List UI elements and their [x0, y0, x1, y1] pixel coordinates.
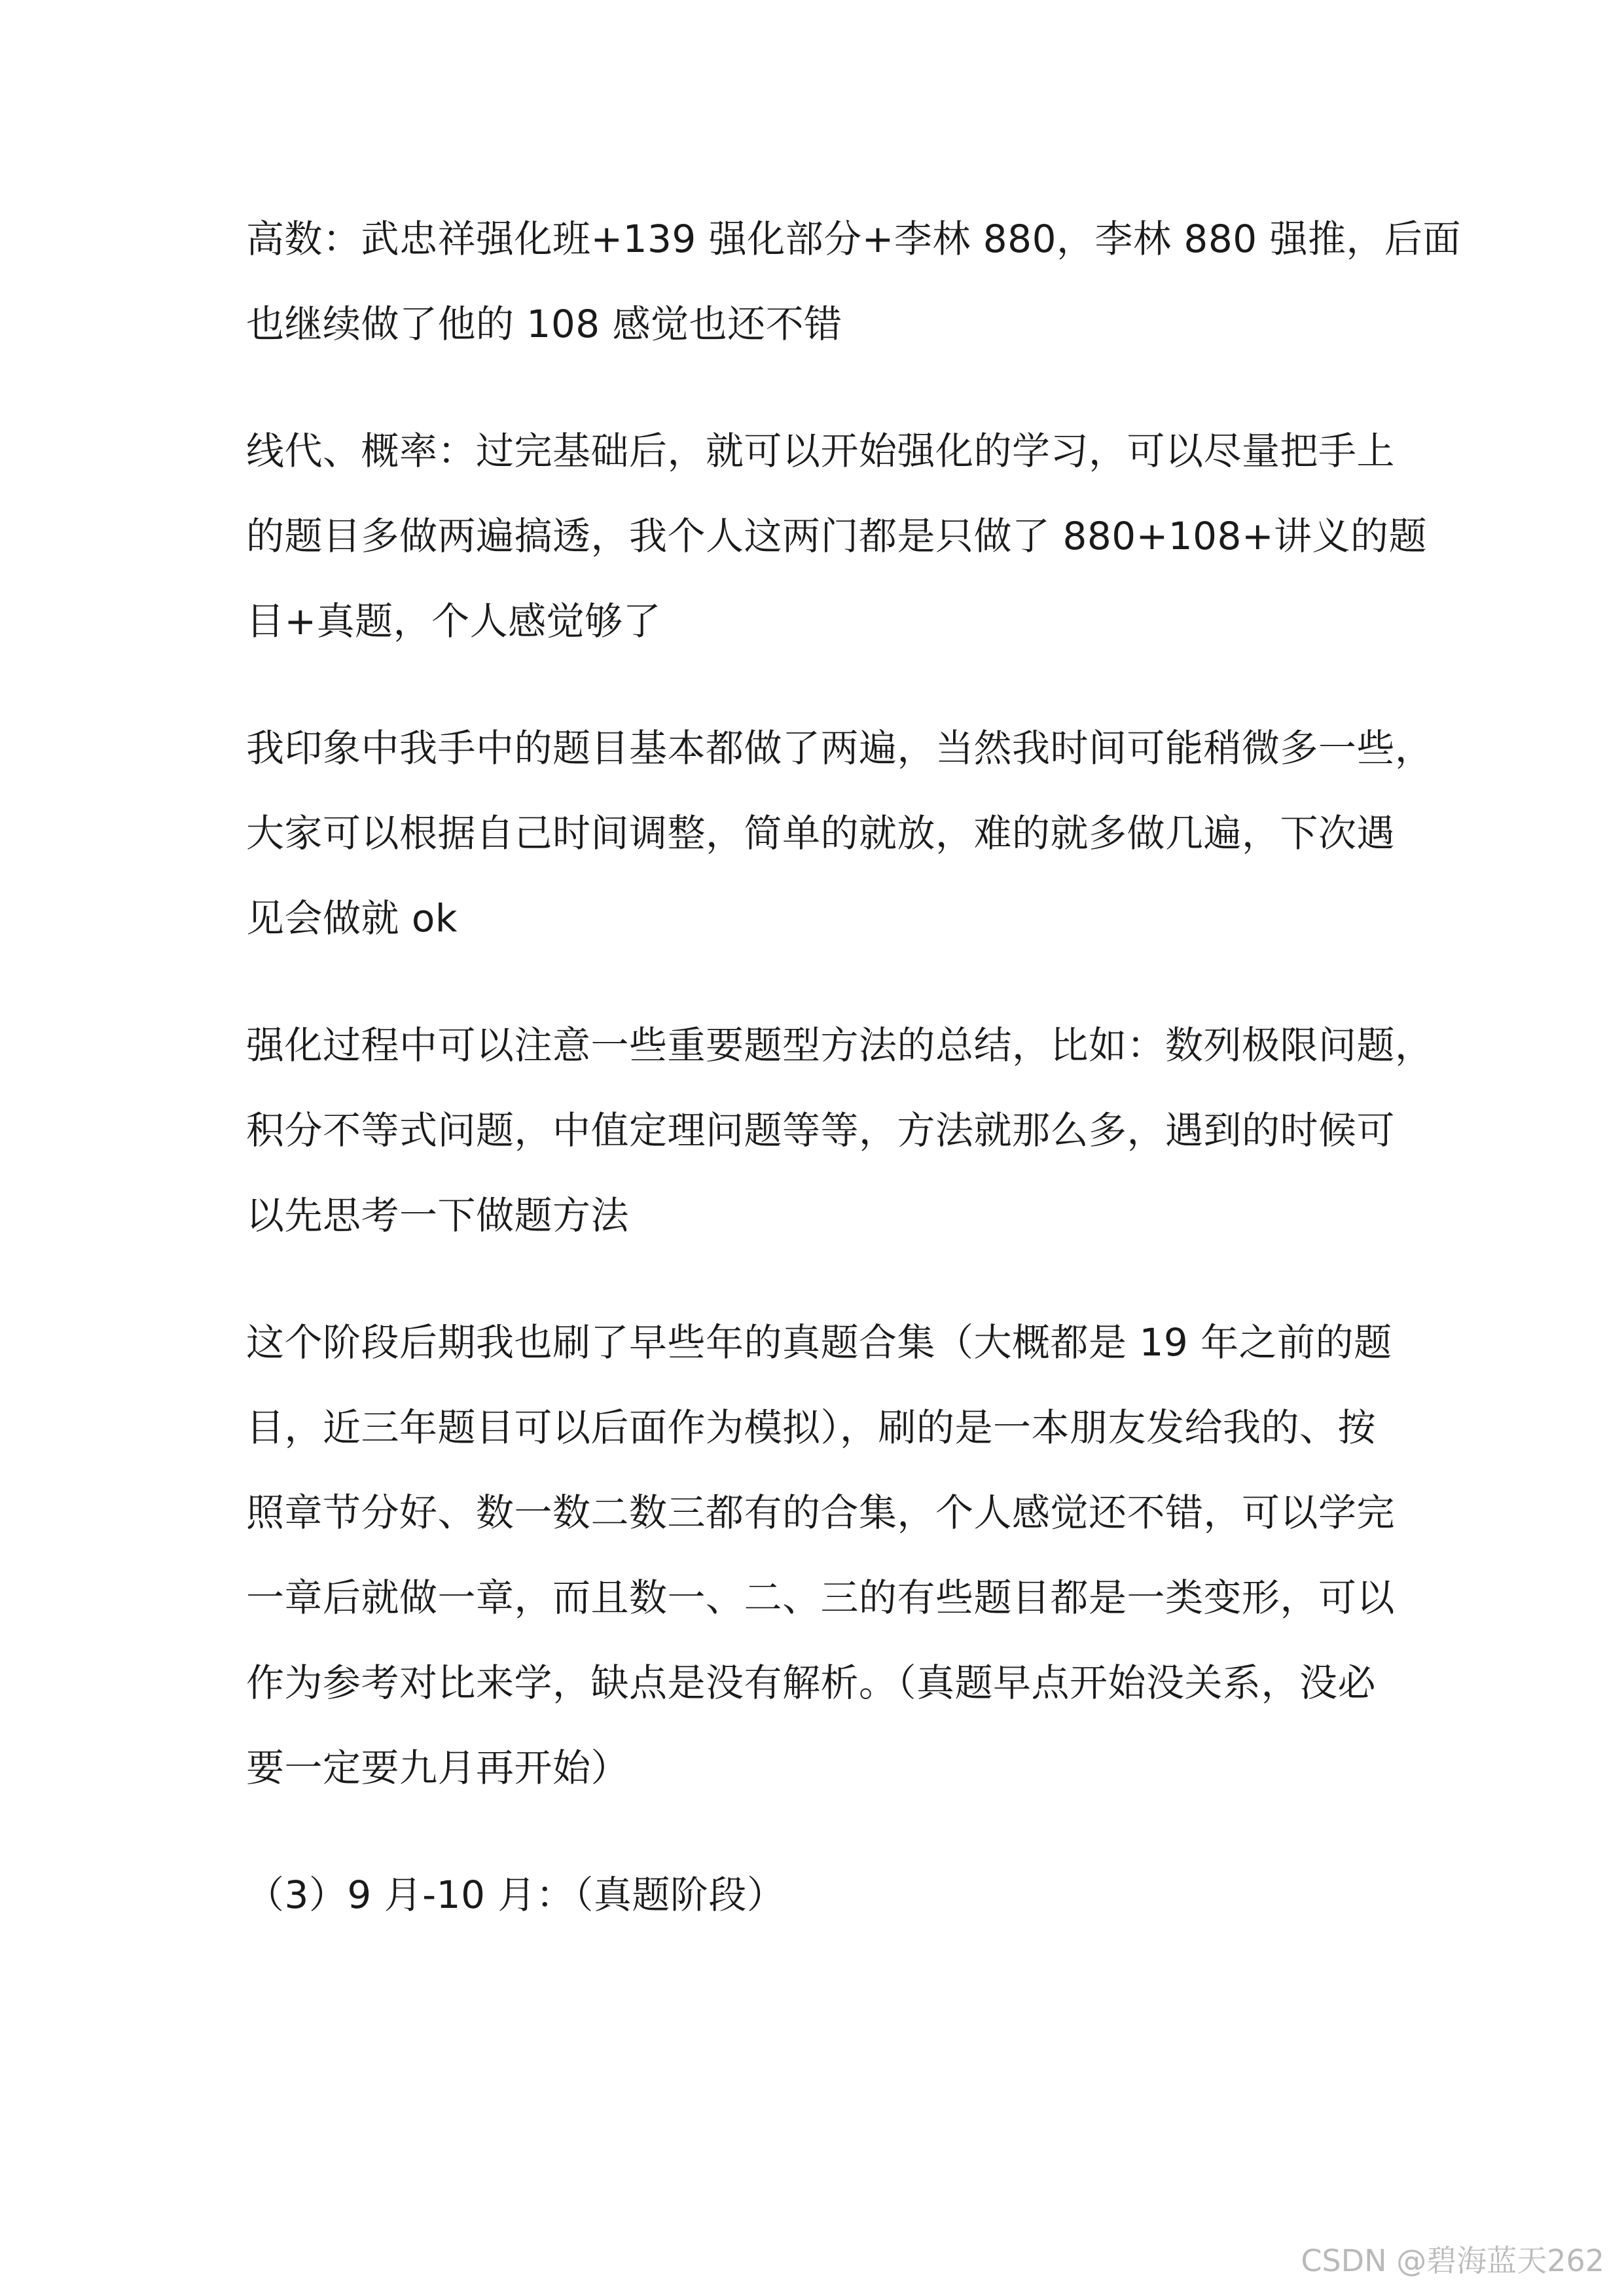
text-line: 照章节分好、数一数二数三都有的合集，个人感觉还不错，可以学完	[246, 1490, 1396, 1535]
text-line: 积分不等式问题，中值定理问题等等，方法就那么多，遇到的时候可	[246, 1108, 1396, 1153]
paragraph-math	[246, 196, 1462, 367]
paragraph-practice-twice	[246, 706, 1434, 961]
text-line: 目，近三年题目可以后面作为模拟），刷的是一本朋友发给我的、按	[246, 1405, 1377, 1450]
paragraph-past-exams	[246, 1300, 1396, 1810]
text-line: 我印象中我手中的题目基本都做了两遍，当然我时间可能稍微多一些，	[246, 726, 1434, 770]
text-line: 大家可以根据自己时间调整，简单的就放，难的就多做几遍，下次遇	[246, 811, 1396, 855]
text-line: 目+真题，个人感觉够了	[246, 599, 662, 643]
text-line: 作为参考对比来学，缺点是没有解析。（真题早点开始没关系，没必	[246, 1660, 1377, 1705]
section-heading	[246, 1852, 1385, 1937]
csdn-watermark: CSDN @碧海蓝天262	[1301, 2243, 1604, 2278]
text-line: 强化过程中可以注意一些重要题型方法的总结，比如：数列极限问题，	[246, 1023, 1434, 1067]
text-line: 一章后就做一章，而且数一、二、三的有些题目都是一类变形，可以	[246, 1575, 1396, 1620]
paragraph-method-summary	[246, 1003, 1434, 1258]
text-line: 高数：武忠祥强化班+139 强化部分+李林 880，李林 880 强推，后面	[246, 217, 1462, 261]
text-line: 要一定要九月再开始）	[246, 1746, 630, 1790]
text-line: 以先思考一下做题方法	[246, 1193, 630, 1238]
text-line: 线代、概率：过完基础后，就可以开始强化的学习，可以尽量把手上	[246, 429, 1396, 473]
text-line: 也继续做了他的 108 感觉也还不错	[246, 302, 842, 346]
paragraph-linear-probability	[246, 408, 1428, 664]
text-line: 的题目多做两遍搞透，我个人这两门都是只做了 880+108+讲义的题	[246, 514, 1428, 558]
text-line: 这个阶段后期我也刷了早些年的真题合集（大概都是 19 年之前的题	[246, 1320, 1392, 1365]
text-line: 见会做就 ok	[246, 896, 458, 941]
document-body	[246, 196, 1462, 1979]
section-heading-text: （3）9 月-10 月：（真题阶段）	[246, 1873, 785, 1917]
